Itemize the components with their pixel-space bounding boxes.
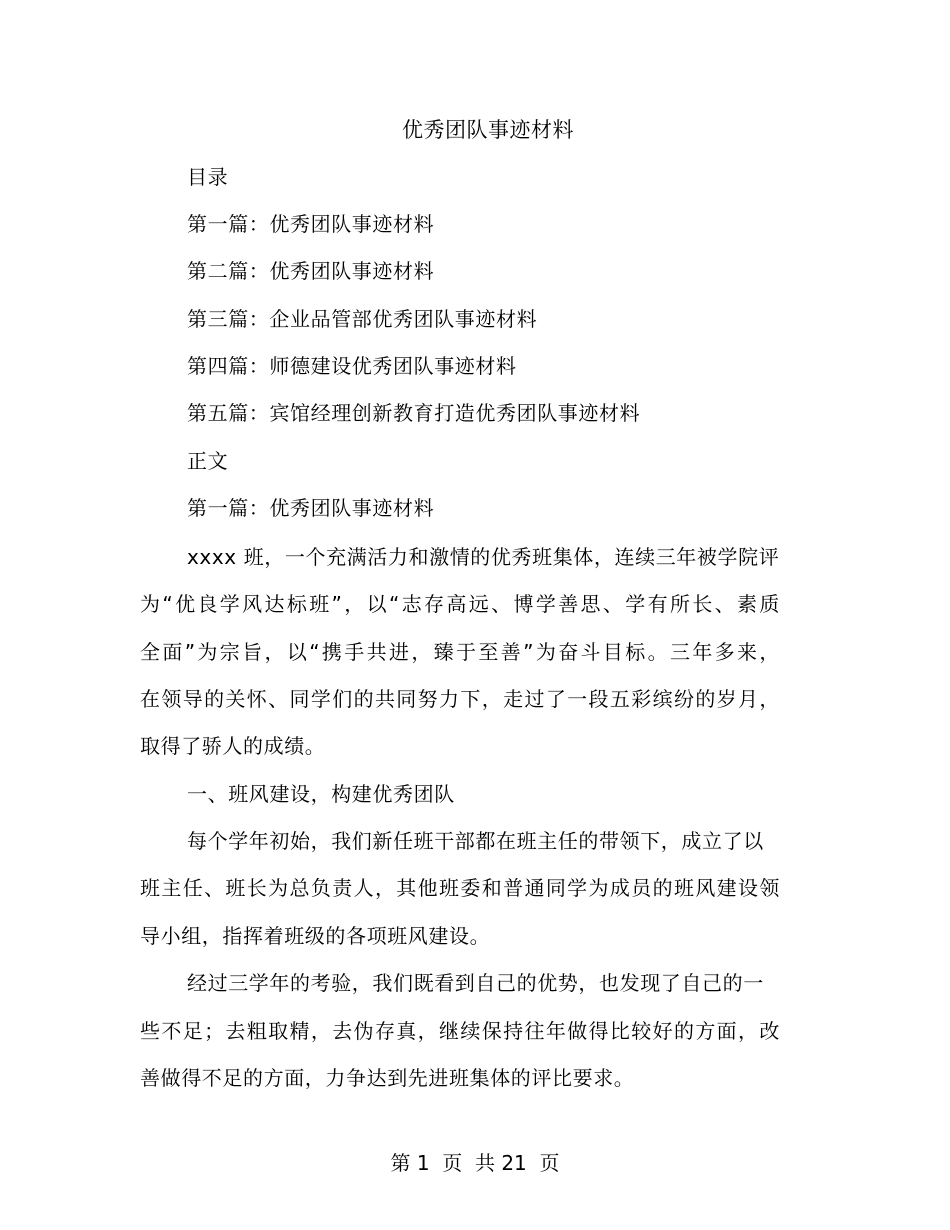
paragraph-line: 班主任、班长为总负责人，其他班委和普通同学为成员的班风建设领 <box>140 876 780 900</box>
paragraph-line: 每个学年初始，我们新任班干部都在班主任的带领下，成立了以 <box>187 829 764 853</box>
toc-item-1[interactable]: 第一篇：优秀团队事迹材料 <box>187 212 435 236</box>
paragraph-line: 善做得不足的方面，力争达到先进班集体的评比要求。 <box>140 1066 635 1090</box>
paragraph-line: 些不足；去粗取精，去伪存真，继续保持往年做得比较好的方面，改 <box>140 1019 780 1043</box>
toc-item-5[interactable]: 第五篇：宾馆经理创新教育打造优秀团队事迹材料 <box>187 401 641 425</box>
toc-item-3[interactable]: 第三篇：企业品管部优秀团队事迹材料 <box>187 307 538 331</box>
paragraph-line: xxxx 班，一个充满活力和激情的优秀班集体，连续三年被学院评 <box>187 545 780 569</box>
paragraph-line: 导小组，指挥着班级的各项班风建设。 <box>140 924 491 948</box>
page-footer: 第 1 页 共 21 页 <box>390 1151 560 1175</box>
section-heading: 一、班风建设，构建优秀团队 <box>187 782 455 806</box>
paragraph-line: 为“优良学风达标班”，以“志存高远、博学善思、学有所长、素质 <box>140 592 780 616</box>
toc-item-4[interactable]: 第四篇：师德建设优秀团队事迹材料 <box>187 354 517 378</box>
chapter-heading: 第一篇：优秀团队事迹材料 <box>187 496 435 520</box>
document-title: 优秀团队事迹材料 <box>402 118 574 142</box>
toc-heading: 目录 <box>187 165 229 189</box>
toc-item-2[interactable]: 第二篇：优秀团队事迹材料 <box>187 259 435 283</box>
paragraph-line: 全面”为宗旨，以“携手共进，臻于至善”为奋斗目标。三年多来， <box>140 640 780 664</box>
paragraph-line: 在领导的关怀、同学们的共同努力下，走过了一段五彩缤纷的岁月， <box>140 687 780 711</box>
paragraph-line: 取得了骄人的成绩。 <box>140 734 326 758</box>
paragraph-line: 经过三学年的考验，我们既看到自己的优势，也发现了自己的一 <box>187 971 764 995</box>
body-heading: 正文 <box>187 449 229 473</box>
